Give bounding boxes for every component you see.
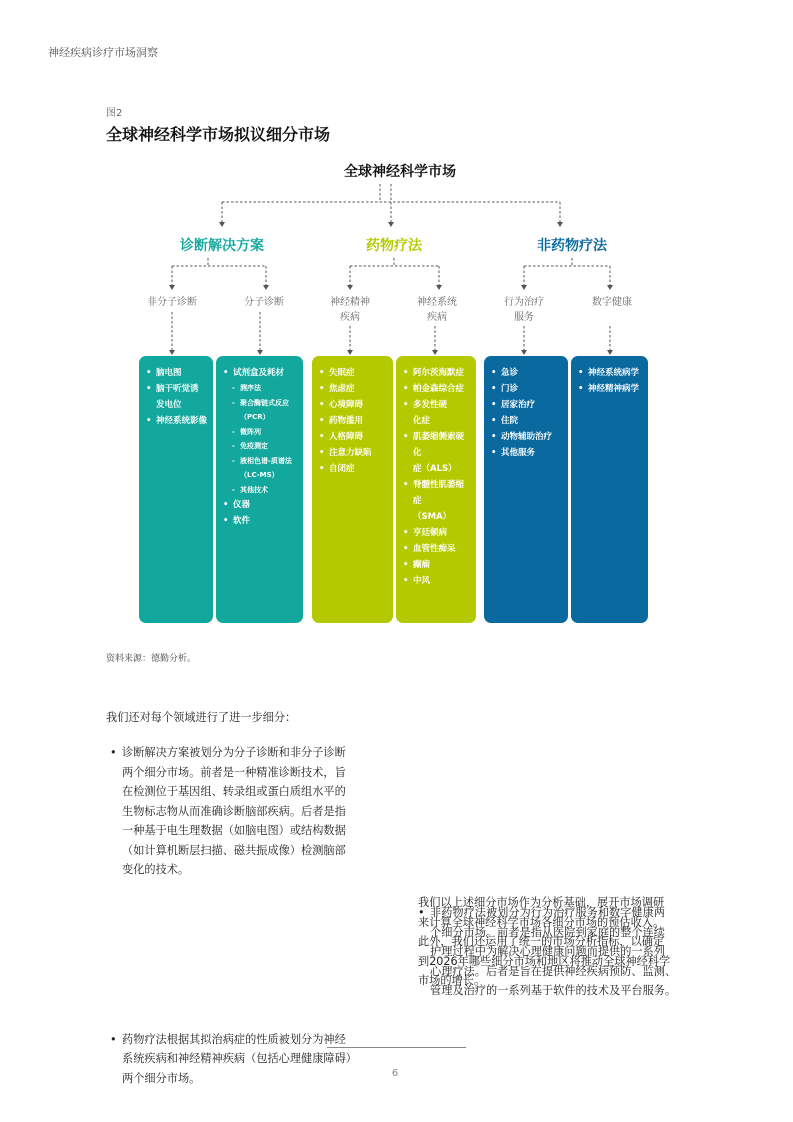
segment-item: • 中风 — [402, 573, 470, 589]
segment-item: • 神经系统病学 — [577, 365, 642, 381]
segment-item: （LC-MS） — [240, 471, 279, 479]
segment-item: • 帕金森综合症 — [402, 381, 470, 397]
footer-rule — [327, 1047, 466, 1048]
segment-item: • 仪器 — [222, 497, 297, 513]
text-line: 一种基于电生理数据（如脑电图）或结构数据 — [122, 824, 346, 837]
segment-item: • 癫痫 — [402, 557, 470, 573]
segment-item: • 其他服务 — [490, 445, 562, 461]
segment-box-neuropsychiatric-diseases — [312, 356, 393, 623]
segment-item: • 动物辅助治疗 — [490, 429, 562, 445]
segment-item: • 焦虑症 — [318, 381, 387, 397]
segment-item: （PCR） — [240, 413, 270, 421]
segment-item: • 多发性硬 — [402, 397, 470, 413]
text-line: 管理及治疗的一系列基于软件的技术及平台服务。 — [430, 984, 677, 997]
sub-molecular-diagnostics: 分子诊断 — [244, 297, 284, 308]
figure-title: 全球神经科学市场拟议细分市场 — [106, 125, 331, 144]
segment-item: • 亨廷顿病 — [402, 525, 470, 541]
segment-item: • 神经系统影像 — [145, 413, 207, 429]
text-line: 到2026年哪些细分市场和地区将推动全球神经科学 — [418, 954, 671, 968]
segment-item: • 失眠症 — [318, 365, 387, 381]
right-summary-paragraph — [418, 893, 708, 991]
segment-item: - 免疫测定 — [222, 439, 297, 454]
text-line: 两个细分市场。 — [122, 1071, 201, 1085]
figure-label: 图2 — [106, 108, 123, 119]
text-line: • 诊断解决方案被划分为分子诊断和非分子诊断 — [122, 746, 346, 759]
segment-item: • 血管性痴呆 — [402, 541, 470, 557]
figure-source-note: 资料来源：德勤分析。 — [106, 654, 197, 664]
text-line: 生物标志物从而准确诊断脑部疾病。后者是指 — [122, 804, 346, 818]
category-diagnostics: 诊断解决方案 — [180, 238, 264, 254]
text-line: 个细分市场。前者是指从医院到家庭的整个连续 — [430, 925, 665, 939]
segment-item: • 神经精神病学 — [577, 381, 642, 397]
tree-root-label: 全球神经科学市场 — [344, 164, 456, 180]
sub-neuropsychiatric-diseases: 神经精神 疾病 — [330, 297, 370, 323]
text-line: • 药物疗法根据其拟治病症的性质被划分为神经 — [122, 1032, 346, 1046]
segment-item: • 住院 — [490, 413, 562, 429]
segment-item: - 其他技术 — [222, 483, 297, 498]
left-intro-paragraph: 我们还对每个领域进行了进一步细分： — [106, 711, 297, 724]
left-bullet-diagnostics — [110, 743, 392, 880]
segment-item: • 注意力缺陷 — [318, 445, 387, 461]
segment-item: - 液相色谱-质谱法 — [222, 454, 297, 469]
segment-item: - 微阵列 — [222, 425, 297, 440]
text-line: • 非药物疗法被划分为行为治疗服务和数字健康两 — [430, 906, 665, 919]
left-bullet-drug-therapy — [110, 1030, 392, 1089]
text-line: 在检测位于基因组、转录组或蛋白质组水平的 — [122, 785, 346, 798]
segment-item: • 药物滥用 — [318, 413, 387, 429]
segment-box-molecular-diagnostics — [216, 356, 303, 623]
segment-item: • 自闭症 — [318, 461, 387, 477]
text-line: 变化的技术。 — [122, 863, 190, 876]
segment-item: • 脑干听觉诱 — [145, 381, 207, 397]
segment-item: • 脑电图 — [145, 365, 207, 381]
sub-behavioral-therapy-services: 行为治疗 服务 — [504, 297, 544, 323]
text-line: （如计算机断层扫描、磁共振成像）检测脑部 — [122, 843, 346, 857]
segment-box-behavioral-therapy-services — [484, 356, 568, 623]
segment-item: • 试剂盒及耗材 — [222, 365, 297, 381]
text-line: 系统疾病和神经精神疾病（包括心理健康障碍） — [122, 1052, 357, 1065]
segment-box-digital-health — [571, 356, 648, 623]
segment-box-non-molecular-diagnostics — [139, 356, 213, 623]
text-line: 护理过程中为解决心理健康问题而提供的一系列 — [430, 945, 665, 958]
text-line: 市场的增长。 — [418, 974, 486, 987]
segment-item: • 心境障碍 — [318, 397, 387, 413]
sub-non-molecular-diagnostics: 非分子诊断 — [147, 297, 197, 308]
text-line: 两个细分市场。前者是一种精准诊断技术，旨 — [122, 765, 346, 779]
segment-item: （SMA） — [413, 512, 452, 522]
segment-item: • 人格障碍 — [318, 429, 387, 445]
segment-item: • 软件 — [222, 513, 297, 529]
segment-item: • 居家治疗 — [490, 397, 562, 413]
segment-item: - 聚合酶链式反应 — [222, 396, 297, 411]
text-line: 来计算全球神经科学市场各细分市场的预估收入。 — [418, 915, 665, 929]
sub-digital-health: 数字健康 — [592, 297, 632, 308]
category-drug-therapy: 药物疗法 — [366, 238, 422, 254]
segment-item: • 脊髓性肌萎缩症 — [402, 477, 470, 509]
segment-item: - 测序法 — [222, 381, 297, 396]
text-line: 此外，我们还运用了统一的市场分析指标，以确定 — [418, 935, 665, 948]
segment-item: 化症 — [413, 416, 431, 426]
segment-item: • 阿尔茨海默症 — [402, 365, 470, 381]
running-header: 神经疾病诊疗市场洞察 — [48, 46, 158, 59]
text-line: 我们以上述细分市场作为分析基础，展开市场调研 — [418, 896, 665, 909]
sub-neurological-diseases: 神经系统 疾病 — [417, 297, 457, 323]
segment-box-neurological-diseases — [396, 356, 476, 623]
category-non-drug-therapy: 非药物疗法 — [537, 238, 607, 254]
segment-item: • 肌萎缩侧索硬化 — [402, 429, 470, 461]
segment-item: 症（ALS） — [413, 464, 457, 474]
segment-item: 发电位 — [156, 400, 182, 410]
page-number: 6 — [391, 1068, 399, 1079]
segment-item: • 门诊 — [490, 381, 562, 397]
segment-item: • 急诊 — [490, 365, 562, 381]
text-line: 心理疗法。后者是旨在提供神经疾病预防、监测、 — [430, 964, 677, 978]
